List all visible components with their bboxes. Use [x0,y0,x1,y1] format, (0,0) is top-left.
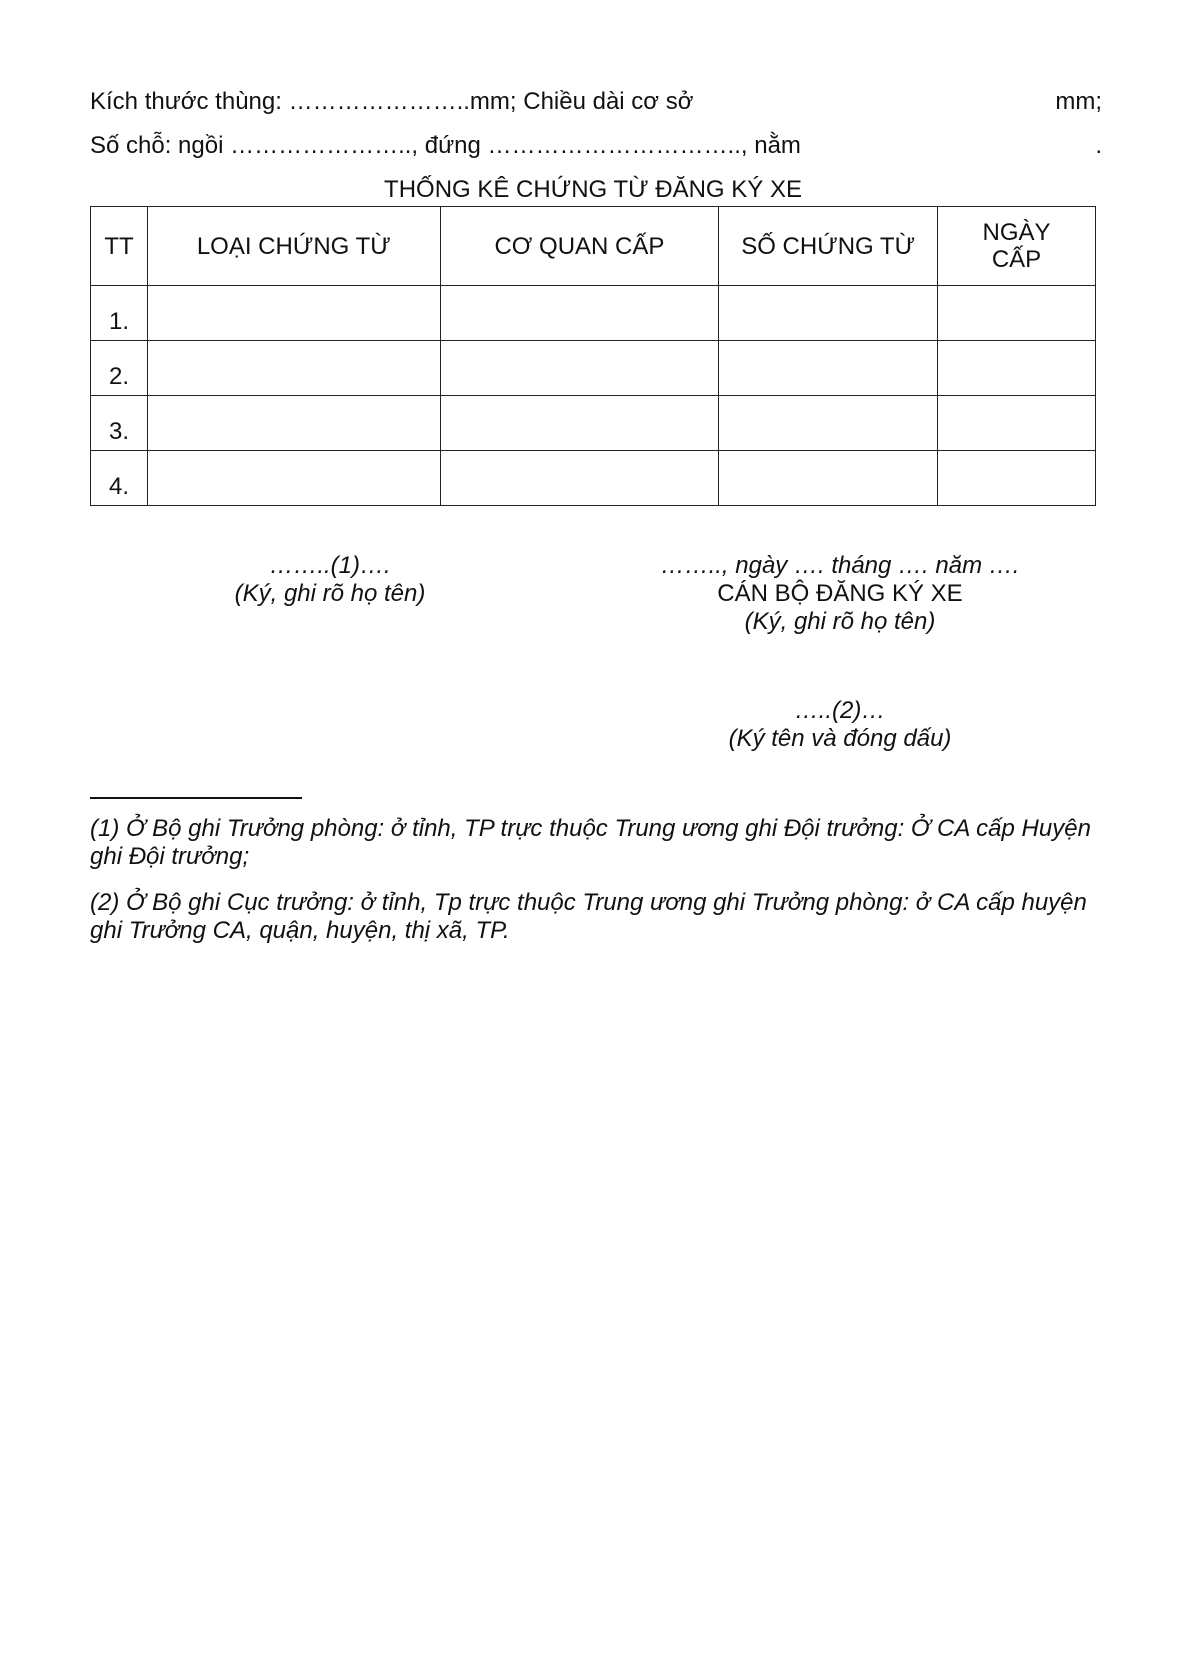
seat-count-line: Số chỗ: ngồi ………………….., đứng ………………………….., nằm [90,132,801,159]
column-header-tt: TT [91,207,148,286]
left-signer-note: (Ký, ghi rõ họ tên) [234,580,426,607]
cell-issuing-agency [440,396,719,451]
cell-issue-date [938,451,1096,506]
cell-document-number [719,396,938,451]
column-header-issue-date: NGÀY CẤP [938,207,1096,286]
left-signature-block [190,552,470,608]
right-signature-block [620,552,1060,636]
left-signer-title: ……..(1)…. [269,552,391,579]
cell-issue-date [938,341,1096,396]
registration-officer-title: CÁN BỘ ĐĂNG KÝ XE [717,580,963,607]
cell-document-type [147,286,440,341]
body-dimensions-unit: mm; [1055,88,1102,115]
cell-document-type [147,451,440,506]
cell-document-number [719,451,938,506]
approver-signature-block [690,697,990,753]
cell-issue-date [938,286,1096,341]
row-number: 2. [91,341,148,396]
row-number: 3. [91,396,148,451]
seat-count-end: . [1095,132,1102,159]
table-row [91,286,1096,341]
cell-document-number [719,341,938,396]
footnote-1: (1) Ở Bộ ghi Trưởng phòng: ở tỉnh, TP trực thuộc Trung ương ghi Đội trưởng: Ở CA cấp Huyện ghi Đội trưởng; [90,815,1091,870]
cell-document-type [147,396,440,451]
cell-issuing-agency [440,341,719,396]
cell-issuing-agency [440,286,719,341]
approver-title: …..(2)… [794,697,886,724]
cell-issue-date [938,396,1096,451]
registration-officer-note: (Ký, ghi rõ họ tên) [744,608,936,635]
cell-document-number [719,286,938,341]
row-number: 1. [91,286,148,341]
column-header-document-type: LOẠI CHỨNG TỪ [147,207,440,286]
table-title: THỐNG KÊ CHỨNG TỪ ĐĂNG KÝ XE [384,176,802,203]
place-date-line: …….., ngày …. tháng …. năm …. [660,552,1020,579]
table-header-row [91,207,1096,286]
cell-document-type [147,341,440,396]
documents-table [90,206,1096,506]
footnote-divider [90,797,302,799]
footnote-2: (2) Ở Bộ ghi Cục trưởng: ở tỉnh, Tp trực thuộc Trung ương ghi Trưởng phòng: ở CA cấp huyện ghi Trưởng CA, quận, huyện, thị xã, TP. [90,889,1087,944]
table-row [91,451,1096,506]
table-row [91,341,1096,396]
column-header-issuing-agency: CƠ QUAN CẤP [440,207,719,286]
column-header-document-number: SỐ CHỨNG TỪ [719,207,938,286]
cell-issuing-agency [440,451,719,506]
approver-note: (Ký tên và đóng dấu) [728,725,952,752]
body-dimensions-line: Kích thước thùng: …………………..mm; Chiều dài cơ sở [90,88,694,115]
table-row [91,396,1096,451]
row-number: 4. [91,451,148,506]
